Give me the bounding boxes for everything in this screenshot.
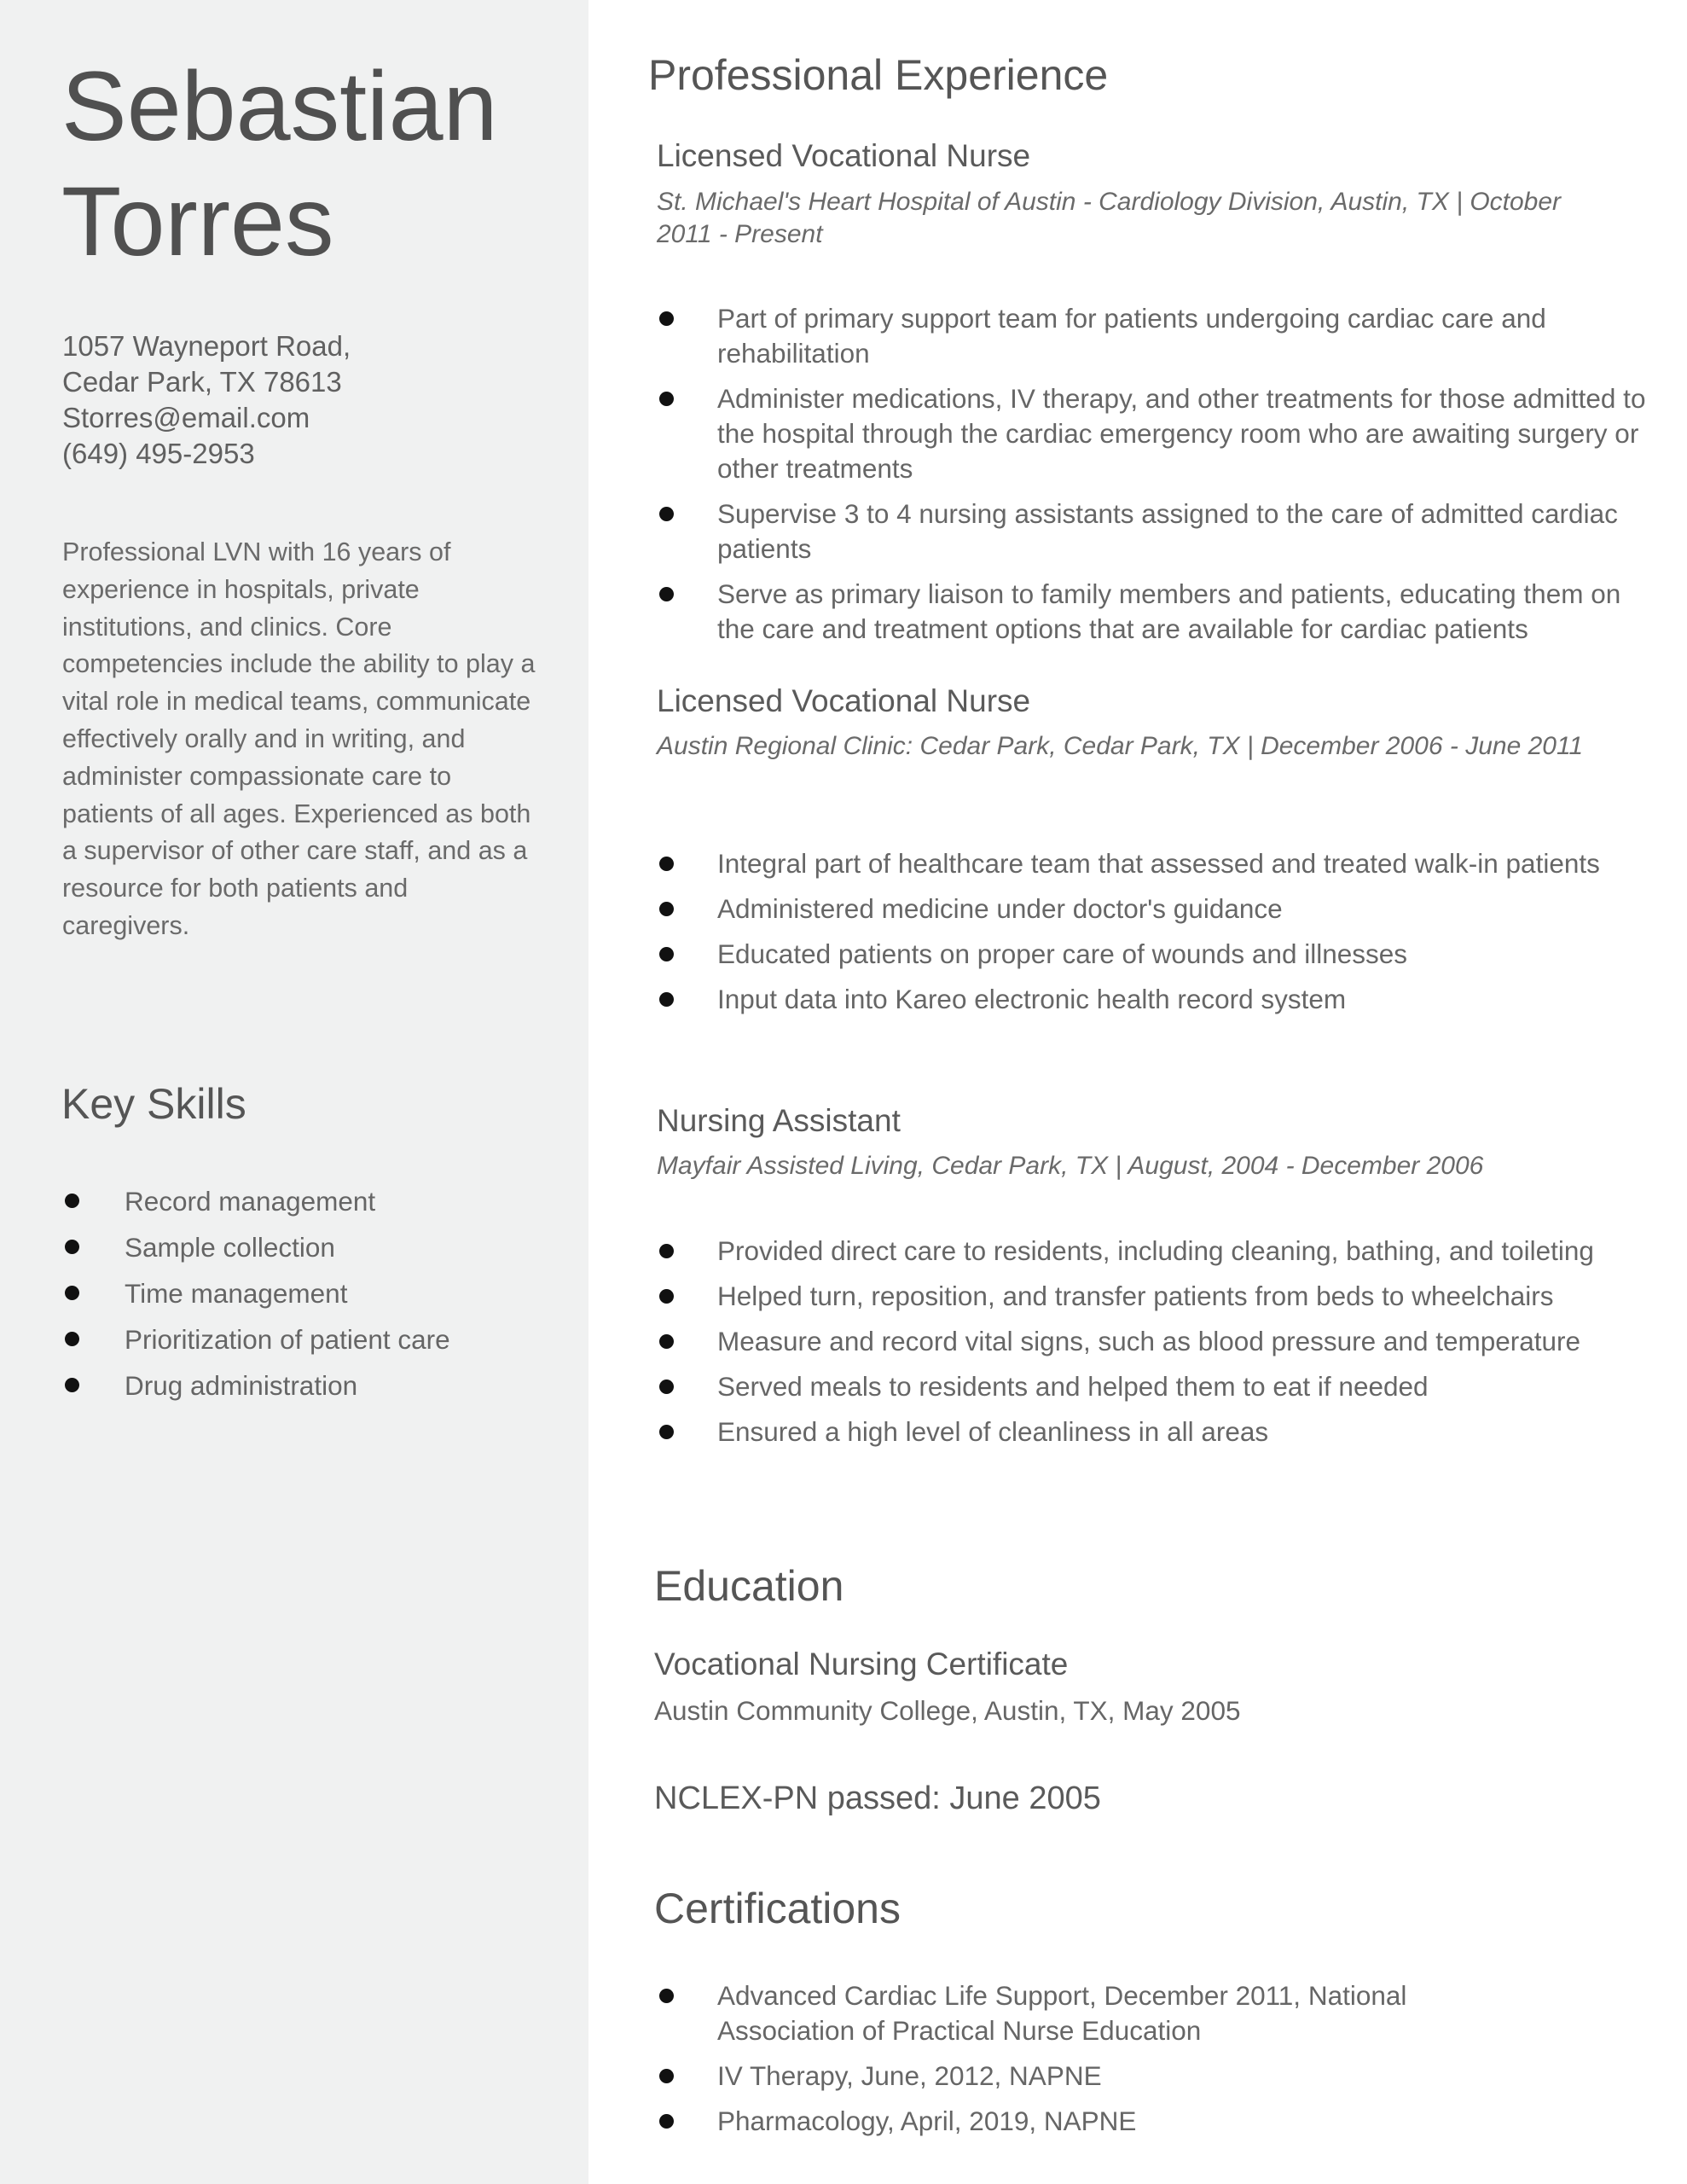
job-bullet-text: Measure and record vital signs, such as blood pressure and temperature bbox=[717, 1326, 1581, 1356]
job-bullet bbox=[657, 1324, 1646, 1359]
certification-text: Pharmacology, April, 2019, NAPNE bbox=[717, 2106, 1137, 2136]
job-title: Licensed Vocational Nurse bbox=[657, 683, 1031, 718]
job-bullet-text: Served meals to residents and helped them to eat if needed bbox=[717, 1371, 1429, 1402]
bullet-icon bbox=[659, 1289, 674, 1304]
bullet-icon bbox=[659, 947, 674, 961]
candidate-name bbox=[61, 49, 573, 280]
bullet-icon bbox=[65, 1378, 79, 1392]
bullet-icon bbox=[65, 1286, 79, 1300]
job-bullet-text: Educated patients on proper care of wounds and illnesses bbox=[717, 938, 1408, 969]
job-bullet-text: Provided direct care to residents, including cleaning, bathing, and toileting bbox=[717, 1235, 1594, 1266]
certifications-list bbox=[657, 1978, 1510, 2149]
address-line-1: 1057 Wayneport Road, bbox=[62, 330, 351, 362]
job-bullet-text: Administered medicine under doctor's guidance bbox=[717, 893, 1283, 924]
phone: (649) 495-2953 bbox=[62, 438, 255, 469]
bullet-icon bbox=[659, 1380, 674, 1394]
bullet-icon bbox=[659, 1244, 674, 1258]
bullet-icon bbox=[659, 392, 674, 406]
contact-info bbox=[62, 328, 574, 472]
education-degree: Vocational Nursing Certificate bbox=[654, 1647, 1069, 1682]
job-bullet bbox=[657, 892, 1646, 926]
bullet-icon bbox=[659, 902, 674, 916]
job-bullet-text: Input data into Kareo electronic health record system bbox=[717, 984, 1347, 1014]
certification-text: Advanced Cardiac Life Support, December 2011, National Association of Practical Nurse Education bbox=[717, 1980, 1407, 2046]
job-meta: Mayfair Assisted Living, Cedar Park, TX | August, 2004 - December 2006 bbox=[657, 1152, 1484, 1180]
bullet-icon bbox=[659, 1425, 674, 1439]
skills-list bbox=[61, 1178, 556, 1409]
job-bullet bbox=[657, 982, 1646, 1017]
bullet-icon bbox=[659, 1334, 674, 1349]
certification-item bbox=[657, 1978, 1510, 2048]
skill-item bbox=[61, 1270, 556, 1316]
education-school: Austin Community College, Austin, TX, May 2005 bbox=[654, 1695, 1241, 1726]
certification-item bbox=[657, 2104, 1510, 2139]
skills-heading: Key Skills bbox=[61, 1080, 246, 1128]
job-title: Nursing Assistant bbox=[657, 1103, 901, 1138]
bullet-icon bbox=[659, 992, 674, 1007]
skill-label: Record management bbox=[125, 1186, 376, 1217]
sidebar bbox=[0, 0, 588, 2184]
job-bullet bbox=[657, 497, 1646, 566]
job-bullets bbox=[657, 301, 1646, 657]
main-column bbox=[588, 0, 1687, 2184]
skill-label: Prioritization of patient care bbox=[125, 1324, 450, 1355]
certification-text: IV Therapy, June, 2012, NAPNE bbox=[717, 2060, 1102, 2091]
job-meta: St. Michael's Heart Hospital of Austin - Cardiology Division, Austin, TX | October 2011 - Present bbox=[657, 188, 1562, 248]
job-bullet bbox=[657, 1414, 1646, 1449]
certification-item bbox=[657, 2059, 1510, 2094]
skill-label: Time management bbox=[125, 1278, 348, 1309]
skill-item bbox=[61, 1316, 556, 1362]
job-bullet bbox=[657, 577, 1646, 647]
bullet-icon bbox=[65, 1332, 79, 1346]
job-bullet bbox=[657, 937, 1646, 972]
bullet-icon bbox=[65, 1240, 79, 1254]
experience-heading: Professional Experience bbox=[648, 51, 1109, 99]
bullet-icon bbox=[65, 1194, 79, 1208]
job-bullet-text: Supervise 3 to 4 nursing assistants assigned to the care of admitted cardiac patients bbox=[717, 498, 1618, 564]
bullet-icon bbox=[659, 2069, 674, 2083]
job-bullet-text: Ensured a high level of cleanliness in all areas bbox=[717, 1416, 1269, 1447]
job-bullet bbox=[657, 846, 1646, 881]
job-title: Licensed Vocational Nurse bbox=[657, 138, 1031, 173]
job-bullet bbox=[657, 1279, 1646, 1314]
job-bullets bbox=[657, 846, 1646, 1027]
job-bullet-text: Serve as primary liaison to family members and patients, educating them on the care and treatment options that are available for cardiac patients bbox=[717, 578, 1621, 644]
skill-item bbox=[61, 1362, 556, 1409]
skill-label: Sample collection bbox=[125, 1232, 335, 1263]
job-bullet-text: Helped turn, reposition, and transfer patients from beds to wheelchairs bbox=[717, 1281, 1554, 1311]
job-bullet-text: Integral part of healthcare team that assessed and treated walk-in patients bbox=[717, 848, 1600, 879]
job-meta: Austin Regional Clinic: Cedar Park, Cedar Park, TX | December 2006 - June 2011 bbox=[657, 732, 1584, 760]
skill-label: Drug administration bbox=[125, 1370, 358, 1401]
job-bullet bbox=[657, 301, 1646, 371]
last-name: Torres bbox=[61, 167, 334, 276]
education-note: NCLEX-PN passed: June 2005 bbox=[654, 1780, 1101, 1816]
job-bullet bbox=[657, 1369, 1646, 1404]
education-heading: Education bbox=[654, 1562, 844, 1610]
job-bullet-text: Part of primary support team for patients undergoing cardiac care and rehabilitation bbox=[717, 303, 1546, 369]
skill-item bbox=[61, 1224, 556, 1270]
job-bullet-text: Administer medications, IV therapy, and other treatments for those admitted to the hospital through the cardiac emergency room who are awaiting surgery or other treatments bbox=[717, 383, 1646, 484]
profile-summary: Professional LVN with 16 years of experience in hospitals, private institutions, and clinics. Core competencies include the ability to play a vital role in medical teams, communicate effectively orally and in writing, and administer compassionate care to patients of all ages. Experienced as both a supervisor of other care staff, and as a resource for both patients and caregivers. bbox=[62, 537, 536, 940]
job-bullets bbox=[657, 1234, 1646, 1460]
job-bullet bbox=[657, 381, 1646, 486]
address-line-2: Cedar Park, TX 78613 bbox=[62, 366, 342, 398]
certifications-heading: Certifications bbox=[654, 1885, 901, 1932]
job-bullet bbox=[657, 1234, 1646, 1269]
bullet-icon bbox=[659, 507, 674, 521]
bullet-icon bbox=[659, 1989, 674, 2003]
skill-item bbox=[61, 1178, 556, 1224]
bullet-icon bbox=[659, 857, 674, 871]
bullet-icon bbox=[659, 587, 674, 601]
email: Storres@email.com bbox=[62, 402, 310, 433]
bullet-icon bbox=[659, 311, 674, 326]
first-name: Sebastian bbox=[61, 52, 498, 161]
bullet-icon bbox=[659, 2114, 674, 2129]
